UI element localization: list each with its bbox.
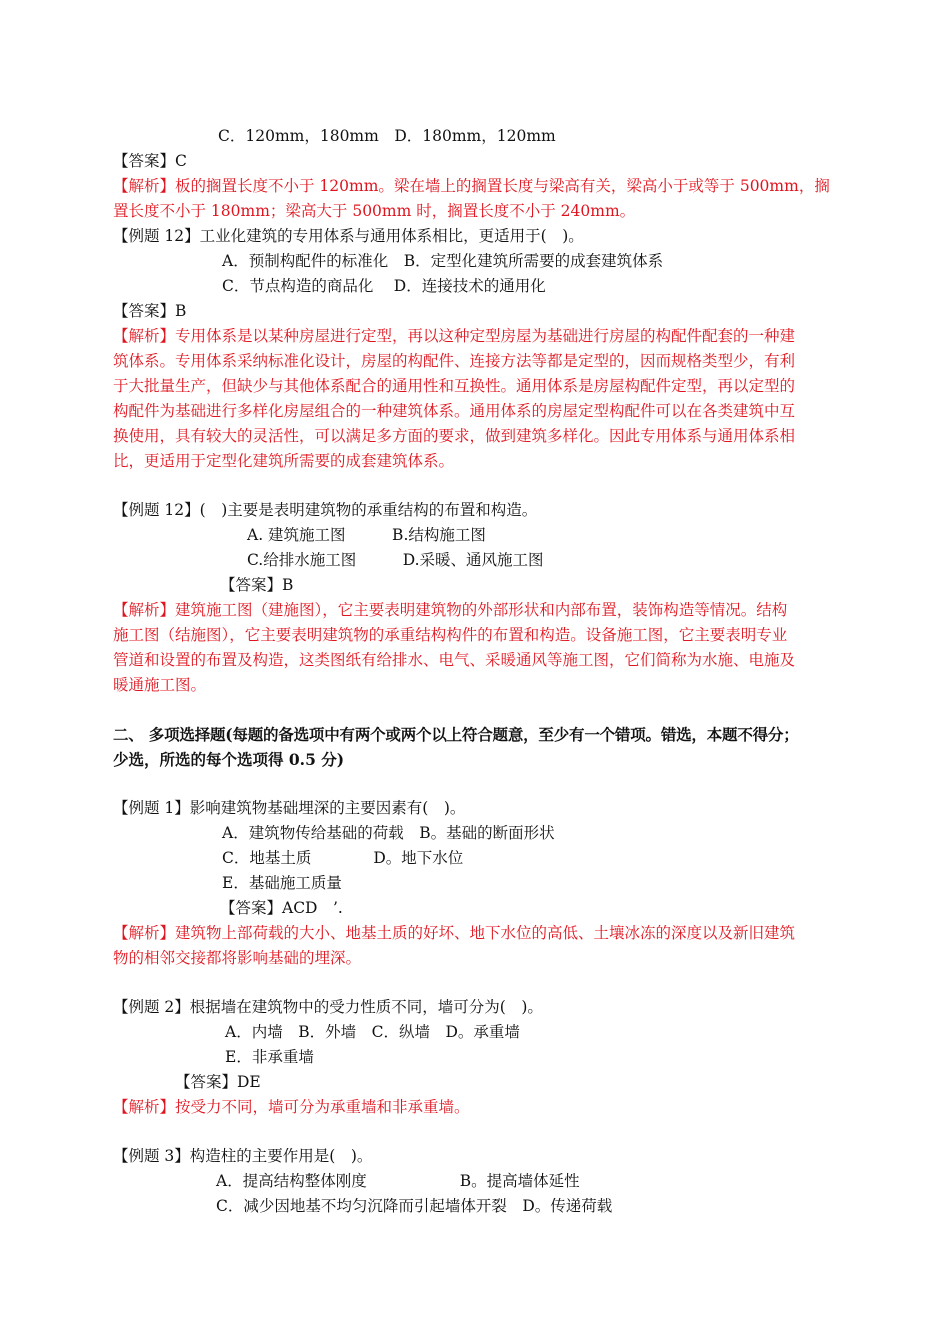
question-line: 【例题 12】工业化建筑的专用体系与通用体系相比，更适用于( )。 (113, 227, 584, 245)
section-heading: 少选，所选的每个选项得 0.5 分) (113, 750, 345, 769)
analysis-line: 施工图（结施图），它主要表明建筑物的承重结构构件的布置和构造。设备施工图，它主要表明专业 (113, 626, 788, 644)
analysis-line: 【解析】按受力不同，墙可分为承重墙和非承重墙。 (113, 1098, 470, 1116)
option-line: A．建筑物传给基础的荷载 B。基础的断面形状 (222, 824, 555, 842)
analysis-line: 筑体系。专用体系采纳标准化设计，房屋的构配件、连接方法等都是定型的，因而规格类型少，有利 (113, 352, 796, 370)
option-line: E．非承重墙 (225, 1048, 314, 1066)
answer-line: 【答案】C (113, 152, 187, 170)
question-line: 【例题 1】影响建筑物基础埋深的主要因素有( )。 (113, 799, 466, 817)
option-line: C．节点构造的商品化 D．连接技术的通用化 (222, 277, 546, 295)
option-line: A．内墙 B．外墙 C．纵墙 D。承重墙 (225, 1023, 520, 1041)
analysis-line: 暖通施工图。 (113, 676, 207, 694)
option-line: A. 建筑施工图 B.结构施工图 (247, 526, 486, 544)
analysis-line: 管道和设置的布置及构造，这类图纸有给排水、电气、采暖通风等施工图，它们简称为水施、电施及 (113, 651, 796, 669)
analysis-line: 【解析】建筑施工图（建施图），它主要表明建筑物的外部形状和内部布置，装饰构造等情况。结构 (113, 601, 788, 619)
answer-line: 【答案】DE (175, 1073, 261, 1091)
analysis-line: 于大批量生产，但缺少与其他体系配合的通用性和互换性。通用体系是房屋构配件定型，再以定型的 (113, 377, 796, 395)
option-line: C．减少因地基不均匀沉降而引起墙体开裂 D。传递荷载 (216, 1197, 613, 1215)
analysis-line: 【解析】专用体系是以某种房屋进行定型，再以这种定型房屋为基础进行房屋的构配件配套的一种建 (113, 327, 796, 345)
analysis-line: 置长度不小于 180mm；梁高大于 500mm 时，搁置长度不小于 240mm。 (113, 202, 636, 220)
analysis-line: 构配件为基础进行多样化房屋组合的一种建筑体系。通用体系的房屋定型构配件可以在各类建筑中互 (113, 402, 796, 420)
analysis-line: 换使用，具有较大的灵活性，可以满足多方面的要求，做到建筑多样化。因此专用体系与通用体系相 (113, 427, 796, 445)
section-heading: 二、 多项选择题(每题的备选项中有两个或两个以上符合题意，至少有一个错项。错选，本题不得分； (113, 725, 799, 744)
option-line: C．120mm，180mm D．180mm，120mm (218, 127, 556, 145)
analysis-line: 【解析】板的搁置长度不小于 120mm。梁在墙上的搁置长度与梁高有关，梁高小于或等于 500mm，搁 (113, 177, 830, 195)
answer-line: 【答案】B (220, 576, 294, 594)
analysis-line: 比，更适用于定型化建筑所需要的成套建筑体系。 (113, 452, 455, 470)
answer-line: 【答案】ACD ’. (220, 899, 343, 917)
option-line: E．基础施工质量 (222, 874, 342, 892)
option-line: C.给排水施工图 D.采暖、通风施工图 (247, 551, 544, 569)
option-line: A．预制构配件的标准化 B．定型化建筑所需要的成套建筑体系 (222, 252, 664, 270)
question-line: 【例题 2】根据墙在建筑物中的受力性质不同，墙可分为( )。 (113, 998, 543, 1016)
option-line: C．地基土质 D。地下水位 (222, 849, 464, 867)
question-line: 【例题 3】构造柱的主要作用是( )。 (113, 1147, 373, 1165)
analysis-line: 物的相邻交接都将影响基础的埋深。 (113, 949, 362, 967)
answer-line: 【答案】B (113, 302, 187, 320)
analysis-line: 【解析】建筑物上部荷载的大小、地基土质的好坏、地下水位的高低、土壤冰冻的深度以及新旧建筑 (113, 924, 796, 942)
question-line: 【例题 12】( )主要是表明建筑物的承重结构的布置和构造。 (113, 501, 538, 519)
option-line: A．提高结构整体刚度 B。提高墙体延性 (216, 1172, 580, 1190)
